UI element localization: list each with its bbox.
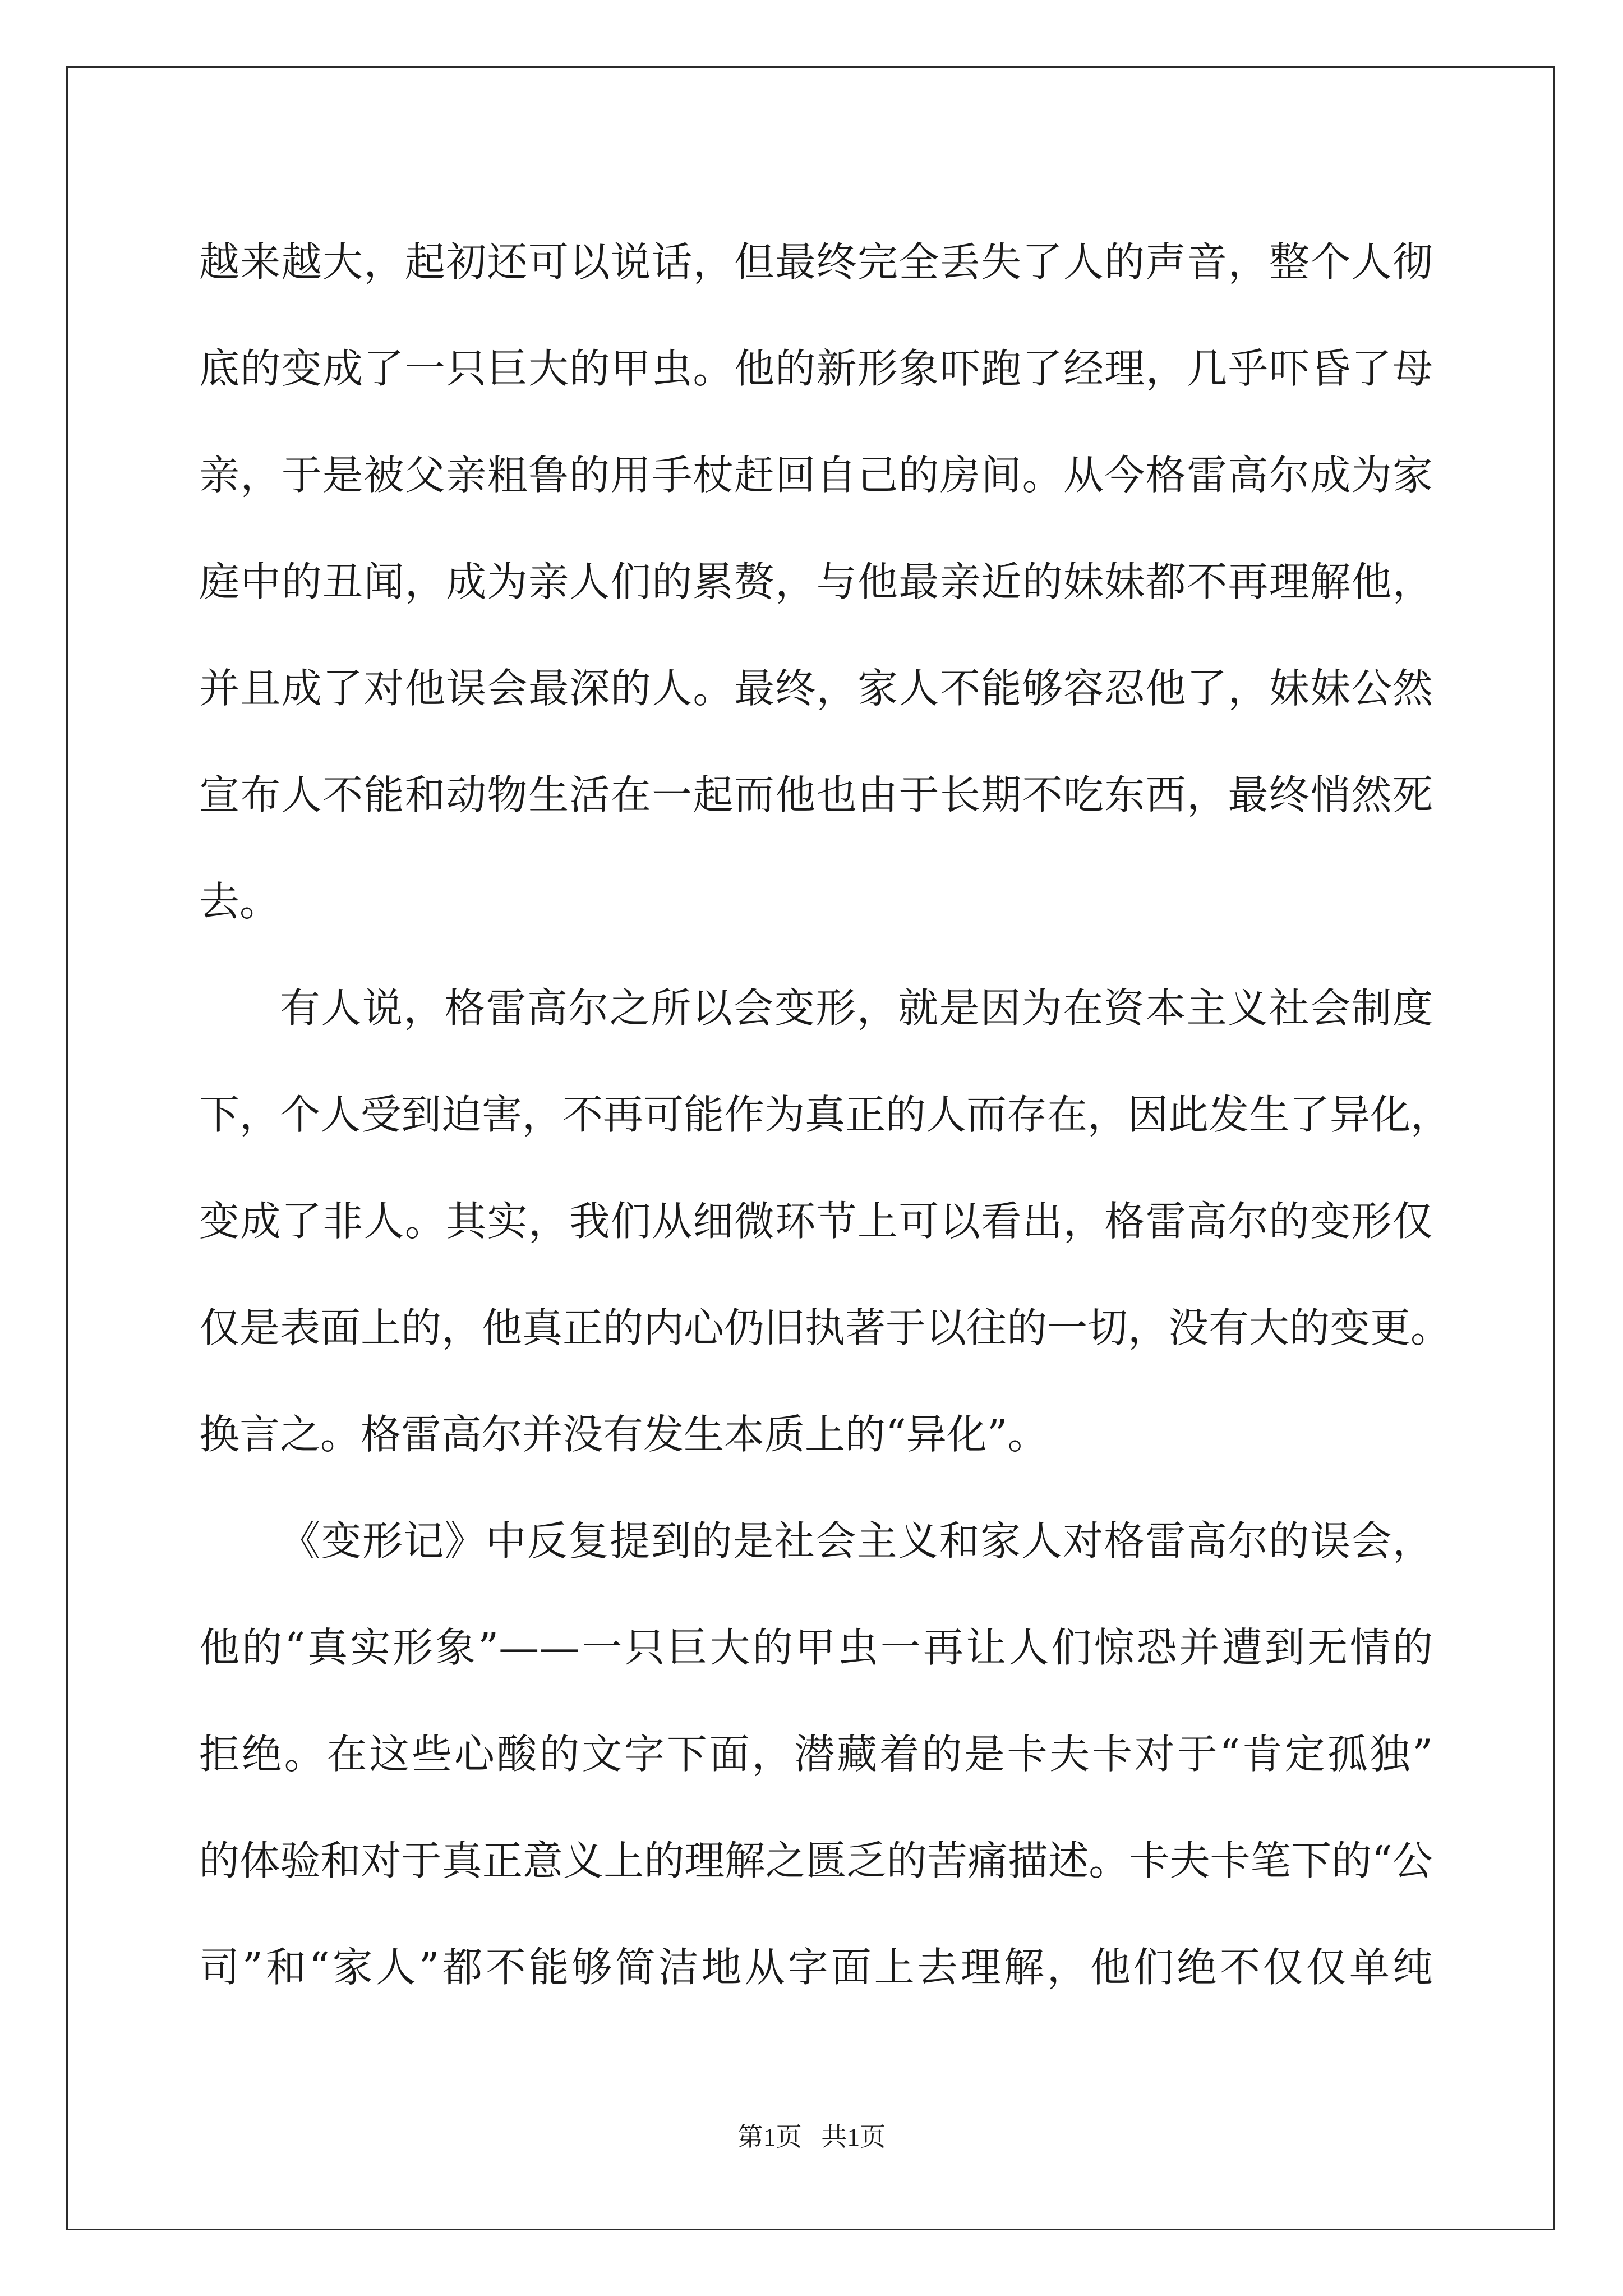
text-line: 变成了非人。其实，我们从细微环节上可以看出，格雷高尔的变形仅 <box>199 1198 1433 1245</box>
document-body <box>199 209 1451 2021</box>
text-line: 亲，于是被父亲粗鲁的用手杖赶回自己的房间。从今格雷高尔成为家 <box>199 452 1433 499</box>
text-line: 司”和“家人”都不能够简洁地从字面上去理解，他们绝不仅仅单纯 <box>199 1944 1433 1991</box>
text-line: 的体验和对于真正意义上的理解之匮乏的苦痛描述。卡夫卡笔下的“公 <box>199 1837 1433 1884</box>
page-number: 第1页 <box>737 2123 802 2151</box>
page-footer <box>0 2120 1623 2154</box>
text-line: 仅是表面上的，他真正的内心仍旧执著于以往的一切，没有大的变更。 <box>199 1304 1451 1351</box>
text-line: 《变形记》中反复提到的是社会主义和家人对格雷高尔的误会， <box>280 1517 1433 1565</box>
text-line: 庭中的丑闻，成为亲人们的累赘，与他最亲近的妹妹都不再理解他， <box>199 558 1433 605</box>
text-line: 下，个人受到迫害，不再可能作为真正的人而存在，因此发生了异化， <box>199 1091 1451 1138</box>
text-line: 并且成了对他误会最深的人。最终，家人不能够容忍他了，妹妹公然 <box>199 665 1433 712</box>
text-line: 底的变成了一只巨大的甲虫。他的新形象吓跑了经理，几乎吓昏了母 <box>199 345 1433 392</box>
text-line: 有人说，格雷高尔之所以会变形，就是因为在资本主义社会制度 <box>280 984 1433 1032</box>
text-line: 拒绝。在这些心酸的文字下面，潜藏着的是卡夫卡对于“肯定孤独” <box>199 1731 1433 1778</box>
text-line: 换言之。格雷高尔并没有发生本质上的“异化”。 <box>199 1411 1048 1458</box>
text-line: 去。 <box>199 878 280 925</box>
page-total: 共1页 <box>821 2123 886 2151</box>
text-line: 他的“真实形象”——一只巨大的甲虫一再让人们惊恐并遭到无情的 <box>199 1624 1433 1671</box>
text-line: 宣布人不能和动物生活在一起而他也由于长期不吃东西，最终悄然死 <box>199 771 1433 818</box>
text-line: 越来越大，起初还可以说话，但最终完全丢失了人的声音，整个人彻 <box>199 238 1433 286</box>
footer-spacer <box>802 2123 822 2151</box>
